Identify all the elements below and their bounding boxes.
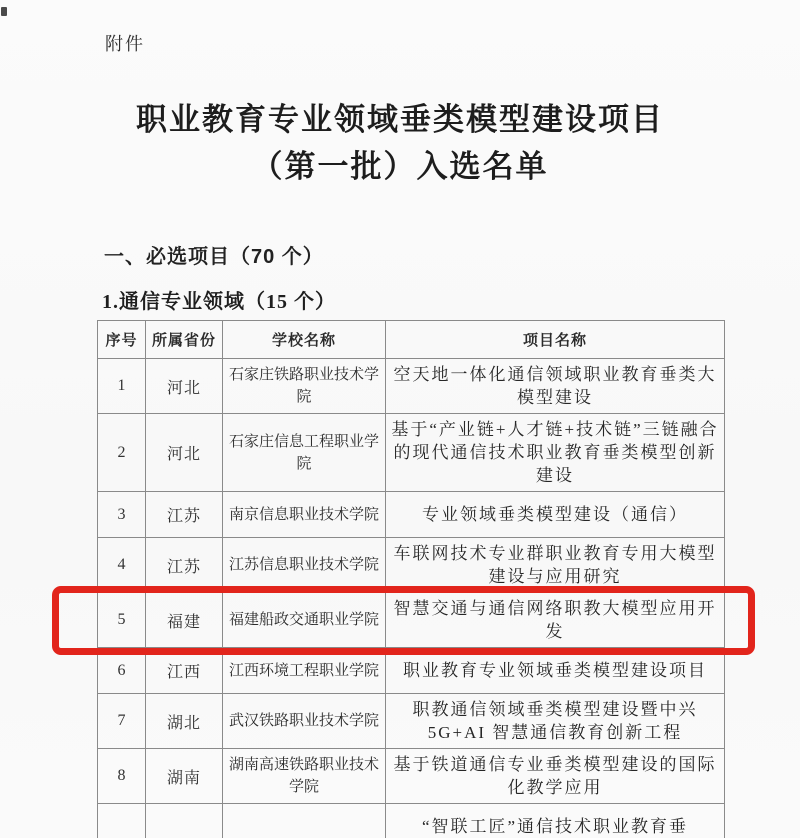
attachment-label: 附件 [105, 34, 145, 54]
document-title-line2: （第一批）入选名单 [251, 149, 549, 184]
cell-project: 智慧交通与通信网络职教大模型应用开发 [386, 593, 725, 648]
cell-project: 职业教育专业领域垂类模型建设项目 [386, 648, 725, 694]
cell-province: 河北 [146, 414, 223, 492]
column-header-no: 序号 [98, 321, 146, 359]
projects-table [97, 320, 725, 838]
table-header-row [98, 321, 725, 359]
cell-project: 基于“产业链+人才链+技术链”三链融合的现代通信技术职业教育垂类模型创新建设 [386, 414, 725, 492]
table-row [98, 804, 725, 838]
section-heading-communication-field: 1.通信专业领域（15 个） [102, 291, 336, 313]
cell-no: 5 [98, 593, 146, 648]
cell-school: 江苏信息职业技术学院 [223, 538, 386, 593]
cell-school: 石家庄信息工程职业学院 [223, 414, 386, 492]
cell-province: 福建 [146, 593, 223, 648]
cell-school: 江西环境工程职业学院 [223, 648, 386, 694]
table-row [98, 492, 725, 538]
cell-project: 专业领域垂类模型建设（通信） [386, 492, 725, 538]
cell-province: 江苏 [146, 492, 223, 538]
table-row [98, 648, 725, 694]
table-row [98, 359, 725, 414]
cell-project: 空天地一体化通信领域职业教育垂类大模型建设 [386, 359, 725, 414]
cell-school [223, 804, 386, 838]
document-title-line1: 职业教育专业领域垂类模型建设项目 [136, 102, 664, 137]
cell-no: 1 [98, 359, 146, 414]
column-header-school: 学校名称 [223, 321, 386, 359]
section-heading-required-projects: 一、必选项目（70 个） [104, 246, 324, 268]
table-row [98, 593, 725, 648]
cell-school: 石家庄铁路职业技术学院 [223, 359, 386, 414]
cell-project: 基于铁道通信专业垂类模型建设的国际化教学应用 [386, 749, 725, 804]
cell-project: 车联网技术专业群职业教育专用大模型建设与应用研究 [386, 538, 725, 593]
cell-school: 南京信息职业技术学院 [223, 492, 386, 538]
cell-project: “智联工匠”通信技术职业教育垂 [386, 804, 725, 838]
cell-school: 湖南高速铁路职业技术学院 [223, 749, 386, 804]
cell-no: 7 [98, 694, 146, 749]
column-header-province: 所属省份 [146, 321, 223, 359]
cell-no: 3 [98, 492, 146, 538]
cell-province [146, 804, 223, 838]
column-header-project: 项目名称 [386, 321, 725, 359]
cell-school: 武汉铁路职业技术学院 [223, 694, 386, 749]
cell-province: 湖北 [146, 694, 223, 749]
cell-province: 湖南 [146, 749, 223, 804]
cell-project: 职教通信领域垂类模型建设暨中兴 5G+AI 智慧通信教育创新工程 [386, 694, 725, 749]
cell-province: 江苏 [146, 538, 223, 593]
cell-province: 江西 [146, 648, 223, 694]
cell-school: 福建船政交通职业学院 [223, 593, 386, 648]
cell-no: 4 [98, 538, 146, 593]
scan-artifact [1, 7, 7, 16]
table-row [98, 749, 725, 804]
table-row [98, 694, 725, 749]
table-row [98, 538, 725, 593]
cell-no: 8 [98, 749, 146, 804]
cell-no: 2 [98, 414, 146, 492]
document-title [0, 96, 800, 190]
cell-no: 6 [98, 648, 146, 694]
cell-no [98, 804, 146, 838]
table-row [98, 414, 725, 492]
cell-province: 河北 [146, 359, 223, 414]
